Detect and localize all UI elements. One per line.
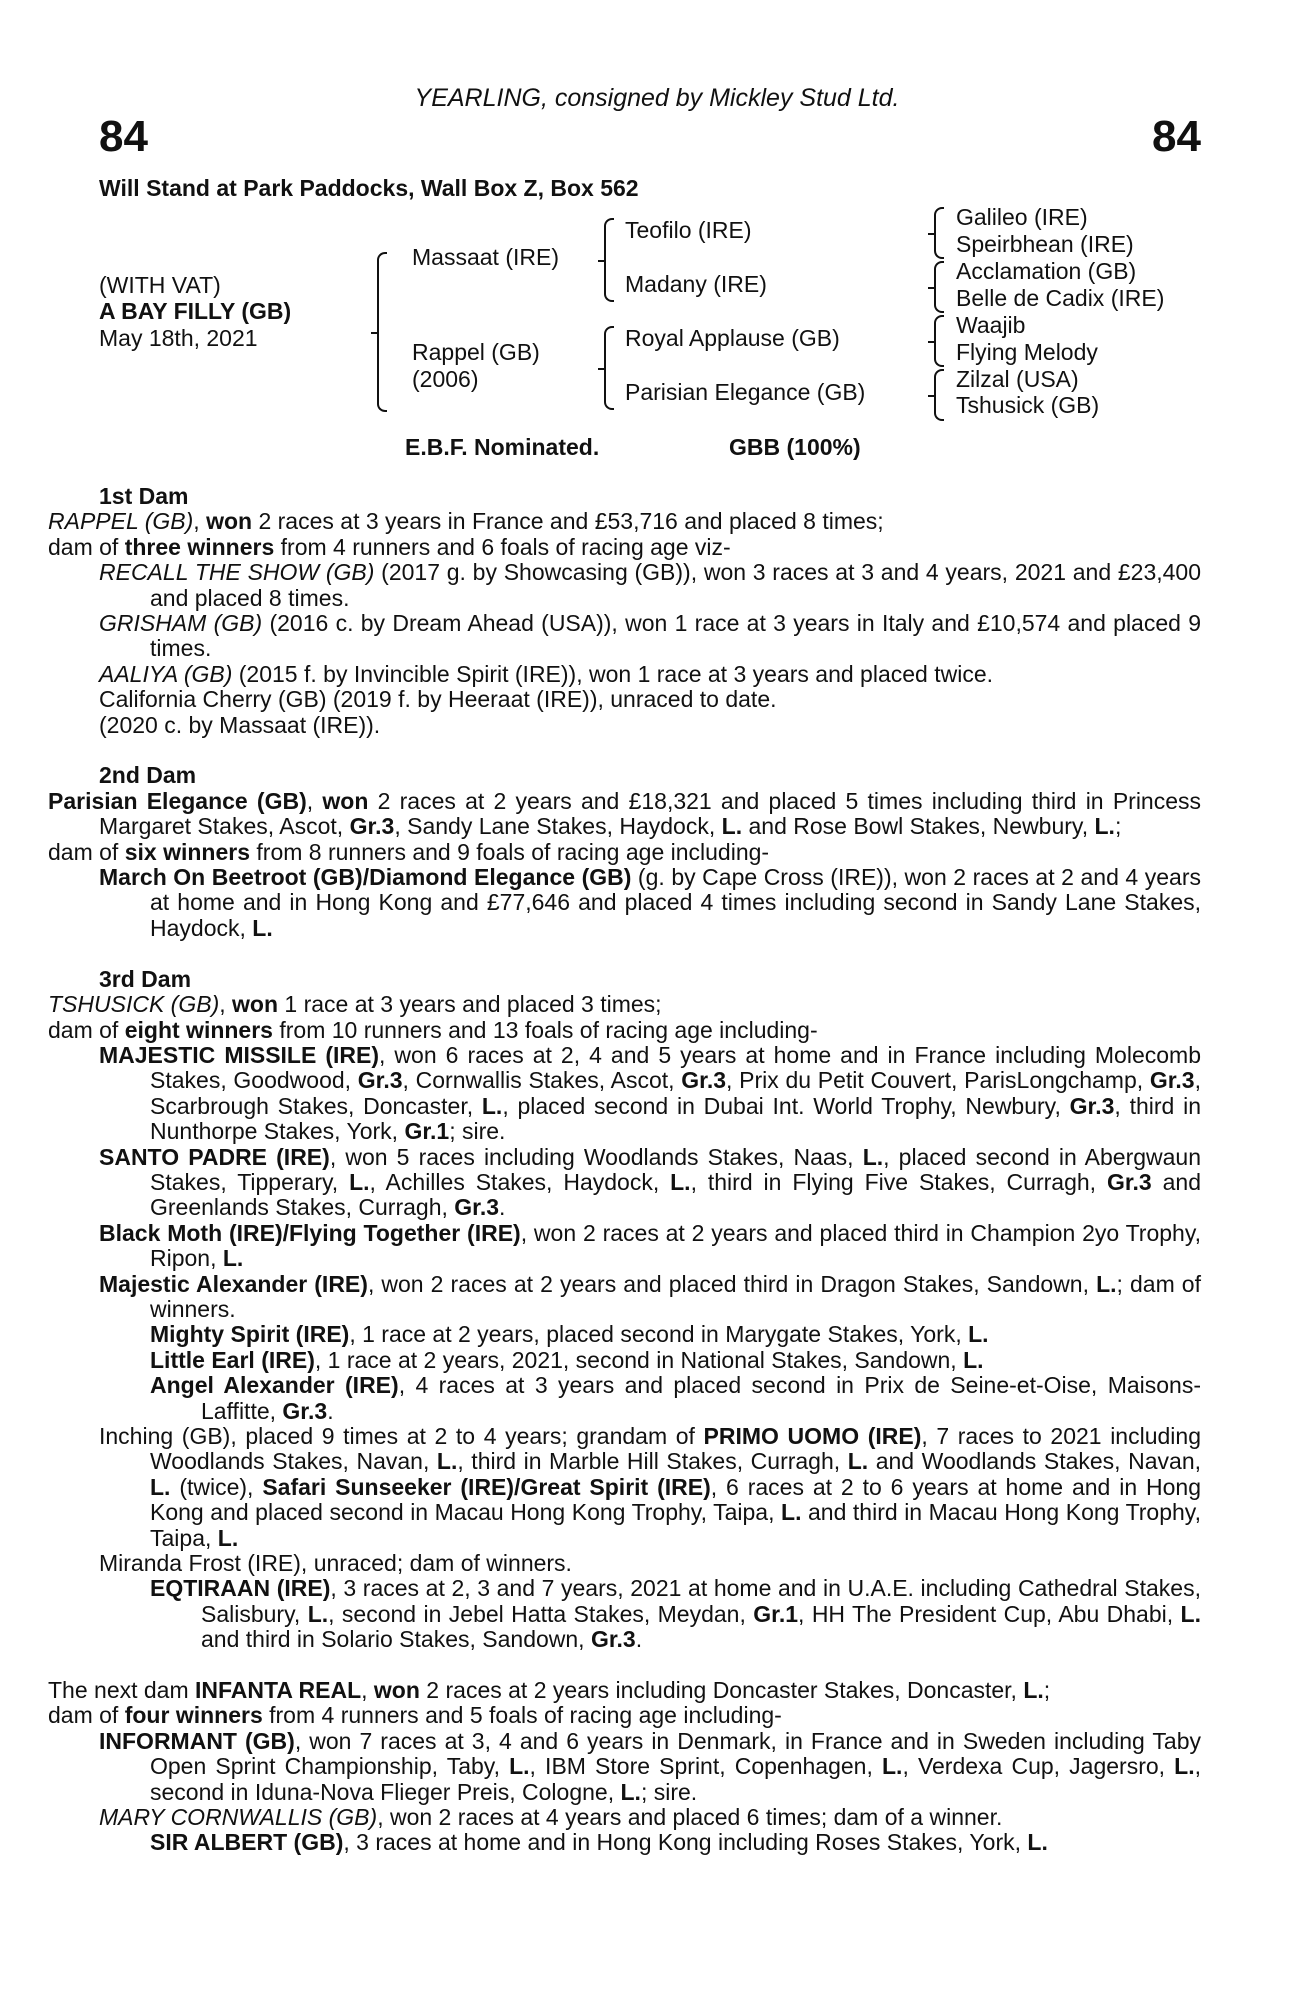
- grandsire: Teofilo (IRE): [625, 217, 752, 243]
- bold-text: SANTO PADRE (IRE): [99, 1143, 330, 1170]
- bold-text: March On Beetroot (GB)/Diamond Elegance (GB): [99, 864, 632, 891]
- bold-text: Gr.3: [1069, 1092, 1115, 1119]
- bold-text: Safari Sunseeker (IRE)/Great Spirit (IRE): [262, 1473, 711, 1500]
- bold-text: three winners: [124, 533, 275, 560]
- text: , second in Iduna-Nova Flieger Preis, Cologne,: [150, 1753, 1201, 1805]
- bold-text: Mighty Spirit (IRE): [150, 1321, 350, 1348]
- text: , won 2 races at 4 years and placed 6 times; dam of a winner.: [377, 1804, 1003, 1831]
- italic-text: RECALL THE SHOW (GB): [99, 559, 375, 586]
- foaling-date: May 18th, 2021: [99, 325, 258, 351]
- pedigree-entry: [48, 560, 1201, 611]
- ebf-nominated: E.B.F. Nominated.: [405, 434, 600, 460]
- bold-text: L.: [1096, 1270, 1117, 1297]
- pedigree-brace: [934, 207, 944, 259]
- bold-text: MAJESTIC MISSILE (IRE): [99, 1041, 380, 1068]
- pedigree-entry: [48, 1373, 1201, 1424]
- dam-section: [48, 965, 1202, 1653]
- text: , HH The President Cup, Abu Dhabi,: [798, 1600, 1181, 1627]
- pedigree-entry: [48, 1348, 1201, 1373]
- bold-text: L.: [968, 1321, 989, 1348]
- text: , 3 races at 2, 3 and 7 years, 2021 at home and in U.A.E. including Cathedral Stakes, Salisbury,: [201, 1575, 1201, 1627]
- text: , Verdexa Cup, Jagersro,: [902, 1753, 1175, 1780]
- text: ; dam of winners.: [150, 1270, 1201, 1322]
- bold-text: L.: [1174, 1753, 1195, 1780]
- vat-note: (WITH VAT): [99, 272, 221, 298]
- text: (2020 c. by Massaat (IRE)).: [99, 711, 381, 738]
- text: and Greenlands Stakes, Curragh,: [150, 1168, 1202, 1221]
- text: dam of: [48, 838, 125, 865]
- bold-text: Gr.1: [753, 1600, 799, 1627]
- text: and Woodlands Stakes, Navan,: [868, 1448, 1201, 1475]
- pedigree-entry: [48, 1145, 1201, 1221]
- bold-text: PRIMO UOMO (IRE): [703, 1423, 922, 1449]
- text: , 1 race at 2 years, placed second in Marygate Stakes, York,: [349, 1321, 969, 1348]
- bold-text: L.: [217, 1524, 239, 1551]
- text: from 10 runners and 13 foals of racing age including-: [272, 1016, 818, 1043]
- text: and third in Macau Hong Kong Trophy, Taipa,: [150, 1499, 1201, 1551]
- text: , third in Nunthorpe Stakes, York,: [150, 1092, 1201, 1145]
- ancestor: Flying Melody: [956, 339, 1098, 365]
- bold-text: won: [206, 508, 253, 535]
- ancestor: Zilzal (USA): [956, 366, 1079, 392]
- pedigree-entry: [48, 865, 1201, 941]
- text: , won 7 races at 3, 4 and 6 years in Denmark, in France and in Sweden including Taby Open Sprint Championship, Taby,: [150, 1727, 1201, 1780]
- text: 2 races at 3 years in France and £53,716 and placed 8 times;: [252, 508, 884, 535]
- pedigree-entry: [48, 1678, 1201, 1703]
- bold-text: won: [322, 787, 369, 814]
- bold-text: EQTIRAAN (IRE): [150, 1575, 331, 1602]
- text: , 7 races to 2021 including Woodlands Stakes, Navan,: [150, 1423, 1201, 1475]
- bold-text: L.: [349, 1168, 370, 1195]
- section-heading: 3rd Dam: [99, 965, 192, 992]
- text: from 4 runners and 5 foals of racing age including-: [262, 1702, 782, 1729]
- text: , Scarbrough Stakes, Doncaster,: [150, 1067, 1201, 1119]
- pedigree-entry: [48, 992, 1201, 1017]
- bold-text: Gr.3: [357, 1067, 403, 1094]
- bold-text: Gr.3: [1149, 1067, 1195, 1094]
- bold-text: L.: [1027, 1829, 1048, 1856]
- text: , third in Marble Hill Stakes, Curragh,: [457, 1448, 848, 1475]
- text: (2017 g. by Showcasing (GB)), won 3 races at 3 and 4 years, 2021 and £23,400 and placed 8 times.: [150, 559, 1201, 611]
- pedigree-entry: [48, 1729, 1201, 1805]
- lot-number-left: 84: [99, 112, 148, 161]
- text: ,: [219, 991, 233, 1018]
- text: dam of: [48, 1016, 125, 1043]
- text: (2015 f. by Invincible Spirit (IRE)), won 1 race at 3 years and placed twice.: [232, 660, 994, 687]
- pedigree-entry: [48, 1830, 1201, 1855]
- grandsire: Royal Applause (GB): [625, 325, 840, 351]
- text: , Sandy Lane Stakes, Haydock,: [394, 813, 722, 840]
- text: and Rose Bowl Stakes, Newbury,: [742, 813, 1095, 840]
- pedigree-entry: [48, 1424, 1201, 1551]
- text: .: [635, 1626, 643, 1653]
- text: ;: [1043, 1677, 1051, 1704]
- text: .: [499, 1194, 506, 1221]
- bold-text: eight winners: [124, 1016, 273, 1043]
- pedigree-brace: [604, 326, 614, 410]
- gbb-status: GBB (100%): [729, 434, 861, 460]
- bold-text: Gr.1: [404, 1118, 450, 1145]
- text: ;: [1114, 813, 1122, 840]
- pedigree-entry: [48, 840, 1201, 865]
- bold-text: Gr.3: [282, 1397, 328, 1424]
- ancestor: Tshusick (GB): [956, 392, 1100, 418]
- text: and third in Solario Stakes, Sandown,: [201, 1626, 591, 1653]
- bold-text: Little Earl (IRE): [150, 1346, 315, 1373]
- bold-text: Gr.3: [590, 1626, 636, 1653]
- text: California Cherry (GB) (2019 f. by Heeraat (IRE)), unraced to date.: [99, 686, 777, 713]
- bold-text: L.: [670, 1168, 691, 1195]
- bold-text: L.: [963, 1346, 984, 1373]
- text: , placed second in Dubai Int. World Trophy, Newbury,: [502, 1092, 1070, 1119]
- bold-text: won: [373, 1677, 420, 1704]
- text: , 3 races at home and in Hong Kong including Roses Stakes, York,: [343, 1829, 1028, 1856]
- bold-text: won: [232, 991, 279, 1018]
- text: , Prix du Petit Couvert, ParisLongchamp,: [726, 1067, 1150, 1094]
- horse-name: A BAY FILLY (GB): [99, 298, 292, 324]
- bold-text: L.: [222, 1245, 244, 1272]
- bold-text: Gr.3: [349, 813, 395, 840]
- bold-text: L.: [509, 1753, 530, 1780]
- pedigree-entry: [48, 1551, 1201, 1576]
- pedigree-brace: [934, 315, 944, 367]
- text: ,: [306, 787, 323, 814]
- italic-text: RAPPEL (GB): [48, 508, 194, 535]
- pedigree-brace: [934, 369, 944, 421]
- stand-location: Will Stand at Park Paddocks, Wall Box Z, Box 562: [99, 175, 639, 201]
- text: , third in Flying Five Stakes, Curragh,: [690, 1168, 1107, 1195]
- family-details: [48, 483, 1202, 1881]
- text: (g. by Cape Cross (IRE)), won 2 races at 2 and 4 years at home and in Hong Kong and £77,646 and placed 4 times including second in Sandy Lane Stakes, Haydock,: [150, 864, 1201, 941]
- pedigree-entry: [48, 509, 1201, 534]
- bold-text: Gr.3: [1106, 1168, 1152, 1195]
- section-heading: 2nd Dam: [99, 762, 197, 789]
- ancestor: Belle de Cadix (IRE): [956, 285, 1165, 311]
- italic-text: MARY CORNWALLIS (GB): [99, 1804, 378, 1831]
- text: The next dam: [48, 1677, 196, 1704]
- dam: Rappel (GB): [412, 339, 540, 365]
- pedigree-entry: [48, 1221, 1201, 1272]
- pedigree-entry: [48, 713, 1201, 738]
- bold-text: L.: [1094, 813, 1115, 840]
- pedigree-entry: [48, 662, 1201, 687]
- bold-text: L.: [436, 1448, 458, 1475]
- bold-text: Angel Alexander (IRE): [150, 1372, 399, 1399]
- granddam: Madany (IRE): [625, 271, 767, 297]
- pedigree-brace: [934, 261, 944, 313]
- text: ,: [193, 508, 207, 535]
- bold-text: L.: [781, 1499, 802, 1526]
- pedigree-entry: [48, 535, 1201, 560]
- pedigree-brace: [604, 218, 614, 302]
- bold-text: Gr.3: [454, 1194, 500, 1221]
- bold-text: SIR ALBERT (GB): [150, 1829, 344, 1856]
- dam-section: [48, 483, 1202, 738]
- text: , won 2 races at 2 years and placed third in Champion 2yo Trophy, Ripon,: [150, 1219, 1201, 1272]
- text: 1 race at 3 years and placed 3 times;: [278, 991, 662, 1018]
- bold-text: Majestic Alexander (IRE): [99, 1270, 368, 1297]
- bold-text: L.: [847, 1448, 869, 1475]
- dam-section: [48, 1677, 1201, 1856]
- text: Miranda Frost (IRE), unraced; dam of winners.: [99, 1550, 572, 1577]
- text: Inching (GB), placed 9 times at 2 to 4 years; grandam of: [99, 1423, 704, 1449]
- text: , 1 race at 2 years, 2021, second in National Stakes, Sandown,: [314, 1346, 964, 1373]
- bold-text: four winners: [124, 1702, 263, 1729]
- italic-text: TSHUSICK (GB): [48, 991, 220, 1018]
- bold-text: Parisian Elegance (GB): [48, 787, 307, 814]
- italic-text: AALIYA (GB): [99, 660, 233, 687]
- text: , second in Jebel Hatta Stakes, Meydan,: [328, 1600, 754, 1627]
- text: ; sire.: [640, 1778, 698, 1805]
- section-heading: 1st Dam: [99, 483, 189, 509]
- text: (twice),: [170, 1473, 263, 1500]
- bold-text: six winners: [124, 838, 250, 865]
- text: ,: [361, 1677, 374, 1704]
- text: 2 races at 2 years and £18,321 and placed 5 times including third in Princess Margaret Stakes, Ascot,: [99, 787, 1202, 840]
- bold-text: L.: [862, 1143, 884, 1170]
- text: , Cornwallis Stakes, Ascot,: [402, 1067, 682, 1094]
- text: , Achilles Stakes, Haydock,: [369, 1168, 671, 1195]
- ancestor: Galileo (IRE): [956, 204, 1088, 230]
- pedigree-entry: [48, 1322, 1201, 1347]
- text: , won 6 races at 2, 4 and 5 years at home and in France including Molecomb Stakes, Goodwood,: [150, 1041, 1201, 1094]
- text: , 4 races at 3 years and placed second in Prix de Seine-et-Oise, Maisons-Laffitte,: [201, 1372, 1201, 1424]
- bold-text: L.: [620, 1778, 641, 1805]
- dam-section: [48, 762, 1202, 941]
- text: dam of: [48, 1702, 125, 1729]
- catalogue-header: YEARLING, consigned by Mickley Stud Ltd.: [414, 84, 900, 112]
- text: from 8 runners and 9 foals of racing age including-: [250, 838, 770, 865]
- bold-text: L.: [881, 1753, 903, 1780]
- text: , won 5 races including Woodlands Stakes, Naas,: [329, 1143, 863, 1170]
- ancestor: Acclamation (GB): [956, 258, 1137, 284]
- text: , IBM Store Sprint, Copenhagen,: [529, 1753, 882, 1780]
- text: ; sire.: [449, 1118, 506, 1145]
- bold-text: Gr.3: [681, 1067, 727, 1094]
- pedigree-entry: [48, 1703, 1201, 1728]
- pedigree-entry: [48, 1576, 1201, 1652]
- dam-year: (2006): [412, 366, 479, 392]
- bold-text: L.: [150, 1473, 171, 1500]
- granddam: Parisian Elegance (GB): [625, 379, 866, 405]
- ancestor: Waajib: [956, 312, 1026, 338]
- pedigree-entry: [48, 1043, 1201, 1145]
- pedigree-entry: [48, 1272, 1201, 1323]
- bold-text: L.: [252, 914, 273, 941]
- bold-text: INFANTA REAL: [195, 1677, 362, 1704]
- lot-number-right: 84: [1152, 112, 1201, 161]
- pedigree-entry: [48, 1018, 1201, 1043]
- pedigree-entry: [48, 611, 1201, 662]
- ancestor: Speirbhean (IRE): [956, 231, 1134, 257]
- text: 2 races at 2 years including Doncaster Stakes, Doncaster,: [419, 1677, 1024, 1704]
- italic-text: GRISHAM (GB): [99, 610, 263, 637]
- text: , placed second in Abergwaun Stakes, Tipperary,: [150, 1143, 1201, 1195]
- pedigree-entry: [48, 789, 1201, 840]
- text: dam of: [48, 533, 125, 560]
- text: from 4 runners and 6 foals of racing age viz-: [274, 533, 731, 560]
- text: , 6 races at 2 to 6 years at home and in Hong Kong and placed second in Macau Hong Kong Trophy, Taipa,: [150, 1473, 1201, 1526]
- text: , won 2 races at 2 years and placed third in Dragon Stakes, Sandown,: [367, 1270, 1097, 1297]
- text: (2016 c. by Dream Ahead (USA)), won 1 race at 3 years in Italy and £10,574 and placed 9 times.: [150, 610, 1202, 662]
- text: .: [327, 1397, 334, 1424]
- bold-text: L.: [1180, 1600, 1201, 1627]
- bold-text: Black Moth (IRE)/Flying Together (IRE): [99, 1219, 521, 1246]
- bold-text: L.: [1023, 1677, 1044, 1704]
- sire: Massaat (IRE): [412, 244, 559, 270]
- pedigree-entry: [48, 1805, 1201, 1830]
- bold-text: L.: [481, 1092, 503, 1119]
- bold-text: L.: [307, 1600, 329, 1627]
- pedigree-entry: [48, 687, 1201, 712]
- pedigree-brace: [377, 252, 387, 412]
- bold-text: L.: [721, 813, 743, 840]
- bold-text: INFORMANT (GB): [99, 1727, 295, 1754]
